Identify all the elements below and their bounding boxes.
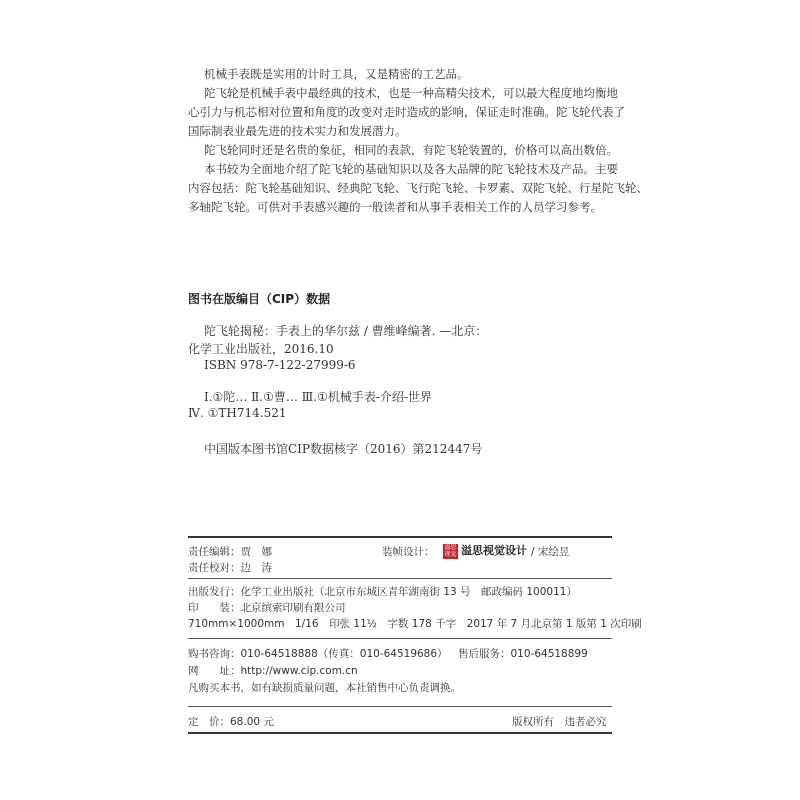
abstract-line: 机械手表既是实用的计时工具，又是精密的工艺品。 (204, 67, 469, 81)
cip-title-line: 陀飞轮揭秘：手表上的华尔兹 / 曹维峰编著. —北京： (204, 324, 488, 338)
cip-heading: 图书在版编目（CIP）数据 (188, 292, 331, 306)
purchase-phone: 购书咨询：010-64518888（传真：010-64519686） (188, 648, 448, 660)
rule-divider (188, 578, 612, 579)
rule-top (188, 536, 612, 538)
website: 网 址：http://www.cip.com.cn (188, 665, 358, 677)
abstract-line: 心引力与机芯相对位置和角度的改变对走时造成的影响，保证走时准确。陀飞轮代表了 (188, 105, 625, 119)
cip-class-line: Ⅳ. ①TH714.521 (188, 406, 287, 420)
cip-library-note: 中国版本图书馆CIP数据核字（2016）第212447号 (204, 442, 483, 456)
rule-divider (188, 706, 612, 707)
abstract-line: 国际制表业最先进的技术实力和发展潜力。 (188, 124, 407, 138)
abstract-line: 陀飞轮同时还是名贵的象征，相同的表款，有陀飞轮装置的，价格可以高出数倍。 (204, 143, 618, 157)
design-person: / 宋绘昱 (531, 546, 570, 558)
cip-subject-line: Ⅰ.①陀… Ⅱ.①曹… Ⅲ.①机械手表-介绍-世界 (204, 390, 432, 404)
print-specs: 710mm×1000mm 1/16 印张 11½ 字数 178 千字 2017 年 7 月北京第 1 版第 1 次印刷 (188, 618, 642, 630)
quality-notice: 凡购买本书，如有缺损质量问题，本社销售中心负责调换。 (188, 682, 461, 694)
design-studio-name: 溢思视觉设计 (461, 544, 527, 557)
after-sales-phone: 售后服务：010-64518899 (458, 648, 588, 660)
abstract-line: 陀飞轮是机械手表中最经典的技术，也是一种高精尖技术，可以最大程度地均衡地 (204, 86, 618, 100)
copyright-notice: 版权所有 违者必究 (512, 716, 607, 728)
abstract-line: 内容包括：陀飞轮基础知识、经典陀飞轮、飞行陀飞轮、卡罗素、双陀飞轮、行星陀飞轮、 (188, 181, 648, 195)
rule-divider (188, 638, 612, 639)
cip-isbn: ISBN 978-7-122-27999-6 (204, 358, 356, 372)
abstract-line: 本书较为全面地介绍了陀飞轮的基础知识以及各大品牌的陀飞轮技术及产品。主要 (204, 162, 618, 176)
design-logo-seal: 溢思视觉 (444, 544, 457, 558)
design-label: 装帧设计： (382, 546, 435, 558)
price: 定 价：68.00 元 (188, 716, 274, 728)
printer-info: 印 装：北京缤索印刷有限公司 (188, 602, 346, 614)
publisher-info: 出版发行：化学工业出版社（北京市东城区青年湖南街 13 号 邮政编码 100011） (188, 586, 577, 598)
abstract-line: 多轴陀飞轮。可供对手表感兴趣的一般读者和从事手表相关工作的人员学习参考。 (188, 200, 602, 214)
rule-bottom (188, 732, 612, 734)
cip-publisher-line: 化学工业出版社，2016.10 (188, 342, 334, 356)
responsible-editor: 责任编辑：贾 娜 (188, 546, 272, 558)
responsible-proofreader: 责任校对：边 涛 (188, 562, 272, 574)
